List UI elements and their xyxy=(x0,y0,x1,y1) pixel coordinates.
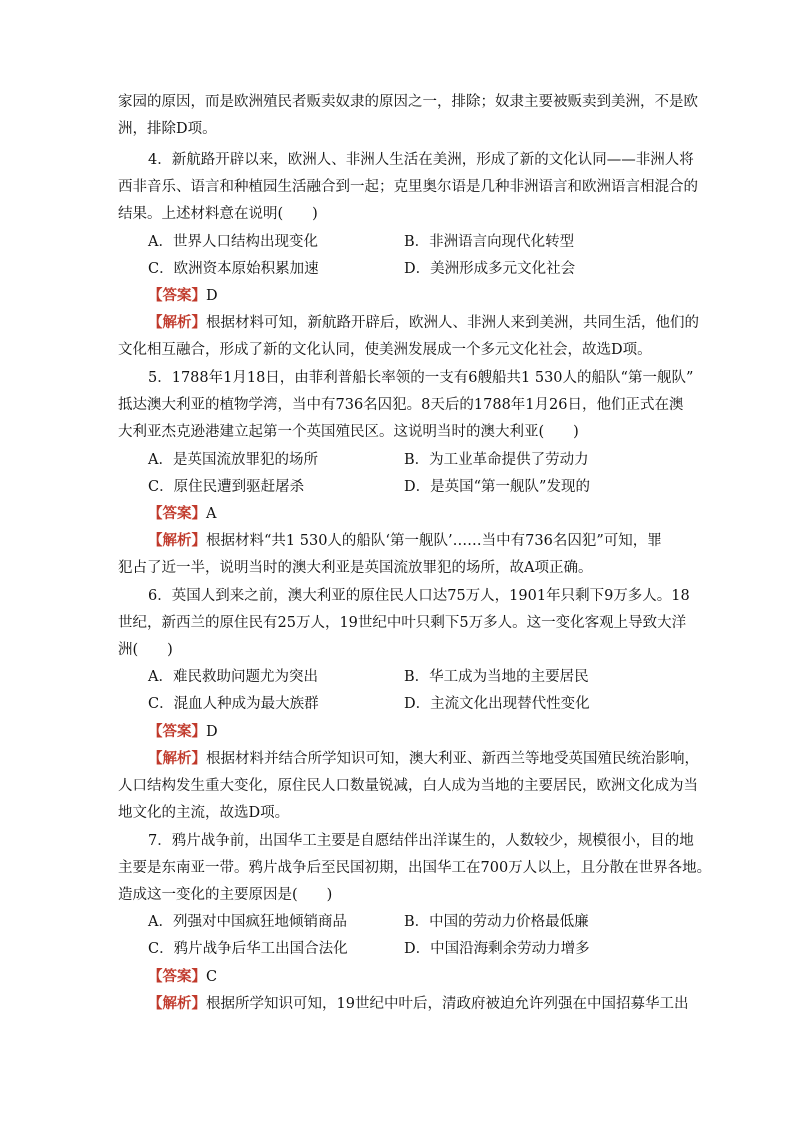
analysis-text: 根据材料并结合所学知识可知，澳大利亚、新西兰等地受英国殖民统治影响， xyxy=(206,751,699,767)
option-c: C．混血人种成为最大族群 xyxy=(148,696,319,712)
text-line: 造成这一变化的主要原因是( ) xyxy=(118,887,333,903)
analysis-tag: 【解析】 xyxy=(148,314,206,331)
answer-tag: 【答案】 xyxy=(148,287,206,304)
answer-line xyxy=(148,286,218,306)
answer-value: A xyxy=(206,506,217,522)
option-c: C．欧洲资本原始积累加速 xyxy=(148,261,319,277)
text-line: 世纪，新西兰的原住民有25万人，19世纪中叶只剩下5万多人。这一变化客观上导致大洋 xyxy=(118,615,687,631)
analysis-text: 根据材料可知，新航路开辟后，欧洲人、非洲人来到美洲，共同生活，他们的 xyxy=(206,315,699,331)
option-b: B．为工业革命提供了劳动力 xyxy=(404,452,589,468)
text-line: 结果。上述材料意在说明( ) xyxy=(118,206,318,222)
question-7-text: 7．鸦片战争前，出国华工主要是自愿结伴出洋谋生的，人数较少，规模很小，目的地 xyxy=(148,833,694,849)
option-b: B．非洲语言向现代化转型 xyxy=(404,234,575,250)
text-line: 洲，排除D项。 xyxy=(118,121,217,137)
option-a: A．列强对中国疯狂地倾销商品 xyxy=(148,914,347,930)
option-a: A．是英国流放罪犯的场所 xyxy=(148,452,318,468)
answer-value: D xyxy=(206,288,218,304)
option-d: D．是英国“第一舰队”发现的 xyxy=(404,479,590,495)
answer-tag: 【答案】 xyxy=(148,505,206,522)
option-d: D．中国沿海剩余劳动力增多 xyxy=(404,941,590,957)
analysis-text: 根据材料“共1 530人的船队‘第一舰队’……当中有736名囚犯”可知，罪 xyxy=(206,533,662,549)
question-6-text: 6．英国人到来之前，澳大利亚的原住民人口达75万人，1901年只剩下9万多人。18 xyxy=(148,588,690,604)
answer-line xyxy=(148,504,216,524)
answer-line xyxy=(148,722,218,742)
analysis-line xyxy=(148,994,688,1014)
option-c: C．鸦片战争后华工出国合法化 xyxy=(148,941,348,957)
option-c: C．原住民遭到驱赶屠杀 xyxy=(148,479,305,495)
text-line: 西非音乐、语言和种植园生活融合到一起；克里奥尔语是几种非洲语言和欧洲语言相混合的 xyxy=(118,179,698,195)
option-d: D．主流文化出现替代性变化 xyxy=(404,696,590,712)
analysis-line xyxy=(148,749,699,769)
text-line: 家园的原因，而是欧洲殖民者贩卖奴隶的原因之一，排除；奴隶主要被贩卖到美洲，不是欧 xyxy=(118,94,698,110)
option-b: B．中国的劳动力价格最低廉 xyxy=(404,914,589,930)
text-line: 洲( ) xyxy=(118,642,173,658)
option-a: A．难民救助问题尤为突出 xyxy=(148,669,318,685)
question-4-text: 4．新航路开辟以来，欧洲人、非洲人生活在美洲，形成了新的文化认同——非洲人将 xyxy=(148,152,694,168)
analysis-tag: 【解析】 xyxy=(148,532,206,549)
analysis-text: 根据所学知识可知，19世纪中叶后，清政府被迫允许列强在中国招募华工出 xyxy=(206,996,689,1012)
text-line: 人口结构发生重大变化，原住民人口数量锐减，白人成为当地的主要居民，欧洲文化成为当 xyxy=(118,778,698,794)
answer-tag: 【答案】 xyxy=(148,968,206,985)
answer-value: D xyxy=(206,724,218,740)
analysis-tag: 【解析】 xyxy=(148,995,206,1012)
text-line: 文化相互融合，形成了新的文化认同，使美洲发展成一个多元文化社会，故选D项。 xyxy=(118,342,652,358)
option-a: A．世界人口结构出现变化 xyxy=(148,234,318,250)
question-5-text: 5．1788年1月18日，由菲利普船长率领的一支有6艘船共1 530人的船队“第一舰队” xyxy=(148,370,694,386)
analysis-tag: 【解析】 xyxy=(148,750,206,767)
text-line: 地文化的主流，故选D项。 xyxy=(118,805,290,821)
analysis-line xyxy=(148,531,662,551)
option-d: D．美洲形成多元文化社会 xyxy=(404,261,576,277)
text-line: 犯占了近一半，说明当时的澳大利亚是英国流放罪犯的场所，故A项正确。 xyxy=(118,560,593,576)
answer-tag: 【答案】 xyxy=(148,723,206,740)
option-b: B．华工成为当地的主要居民 xyxy=(404,669,589,685)
text-line: 抵达澳大利亚的植物学湾，当中有736名囚犯。8天后的1788年1月26日，他们正式在澳 xyxy=(118,397,684,413)
text-line: 大利亚杰克逊港建立起第一个英国殖民区。这说明当时的澳大利亚( ) xyxy=(118,424,579,440)
answer-value: C xyxy=(206,969,218,985)
answer-line xyxy=(148,967,217,987)
text-line: 主要是东南亚一带。鸦片战争后至民国初期，出国华工在700万人以上，且分散在世界各地。 xyxy=(118,860,712,876)
analysis-line xyxy=(148,313,699,333)
